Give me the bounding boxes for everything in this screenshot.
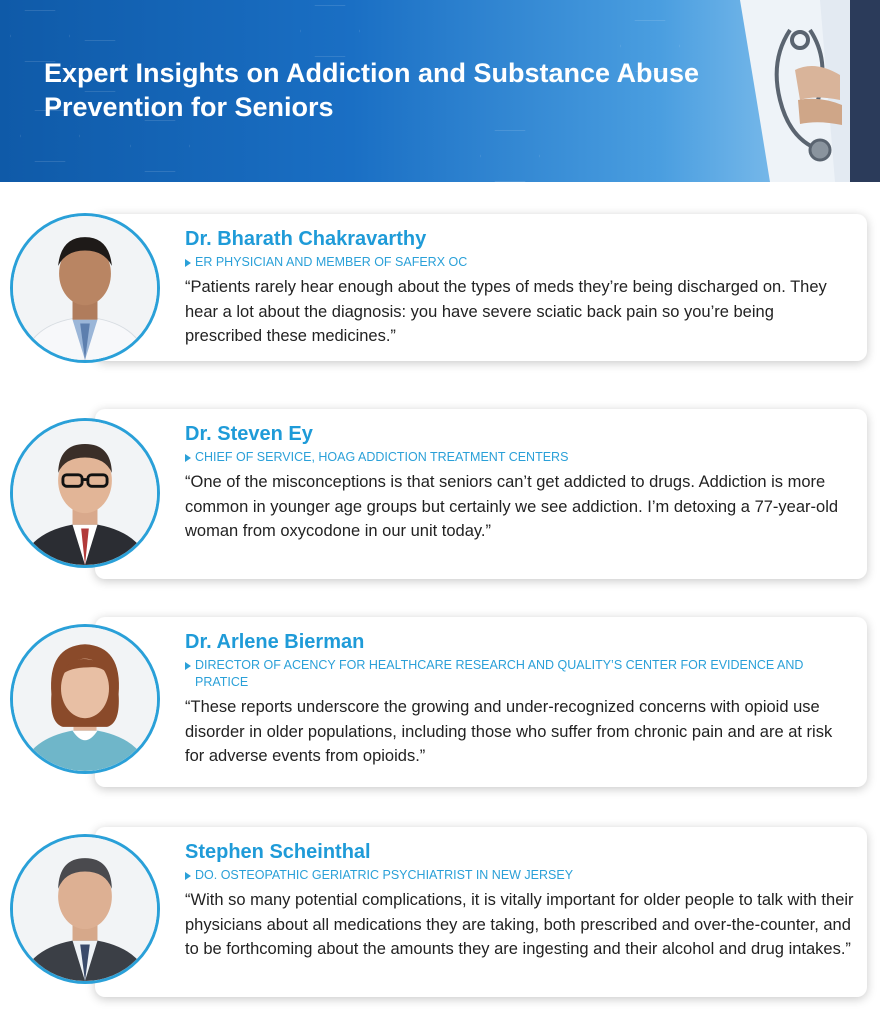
- avatar: [10, 418, 160, 568]
- expert-card-body: [185, 421, 855, 544]
- expert-role-text: DIRECTOR OF ACENCY FOR HEALTHCARE RESEARCH AND QUALITY’S CENTER FOR EVIDENCE AND PRATICE: [195, 658, 804, 689]
- expert-role: [185, 867, 855, 884]
- expert-card-body: [185, 226, 855, 349]
- avatar: [10, 624, 160, 774]
- hex-pattern: [130, 120, 190, 172]
- expert-quote: “One of the misconceptions is that seniors can’t get addicted to drugs. Addiction is more common in younger age groups but certainly we see addiction. I’m detoxing a 77-year-old woman from oxycodone in our unit today.”: [185, 473, 839, 540]
- hex-pattern: [300, 5, 360, 57]
- expert-card: [95, 214, 867, 361]
- expert-role-text: ER PHYSICIAN AND MEMBER OF SAFERX OC: [195, 255, 468, 269]
- triangle-bullet-icon: [185, 662, 191, 670]
- expert-card: [95, 409, 867, 579]
- doctor-portrait-icon: [13, 216, 157, 360]
- avatar: [10, 213, 160, 363]
- expert-quote: “These reports underscore the growing and under-recognized concerns with opioid use disorder in older populations, including those who suffer from chronic pain and are at risk for adverse events from opioids.”: [185, 698, 833, 765]
- expert-role: [185, 449, 855, 466]
- expert-role: [185, 254, 855, 271]
- expert-name: Dr. Arlene Bierman: [185, 631, 365, 653]
- expert-card: [95, 617, 867, 787]
- expert-role-text: CHIEF OF SERVICE, HOAG ADDICTION TREATMENT CENTERS: [195, 450, 569, 464]
- expert-name: Dr. Steven Ey: [185, 423, 313, 445]
- expert-name: Stephen Scheinthal: [185, 841, 371, 863]
- expert-name: Dr. Bharath Chakravarthy: [185, 228, 427, 250]
- doctor-portrait-icon: [13, 627, 157, 771]
- avatar: [10, 834, 160, 984]
- hex-pattern: [480, 130, 540, 182]
- doctor-portrait-icon: [13, 837, 157, 981]
- hex-pattern: [10, 10, 70, 62]
- expert-card-body: [185, 629, 855, 769]
- expert-role: [185, 657, 855, 691]
- header-banner: [0, 0, 880, 182]
- expert-role-text: DO. OSTEOPATHIC GERIATRIC PSYCHIATRIST IN NEW JERSEY: [195, 868, 574, 882]
- expert-quote: “Patients rarely hear enough about the types of meds they’re being discharged on. They hear a lot about the diagnosis: you have severe sciatic back pain so you’re being prescribed these medicines.”: [185, 278, 827, 345]
- triangle-bullet-icon: [185, 454, 191, 462]
- expert-quote: “With so many potential complications, it is vitally important for older people to talk with their physicians about all medications they are taking, both prescribed and over-the-counter, and to be forthcoming about the amounts they are ingesting and their alcohol and drug intakes.”: [185, 891, 854, 958]
- triangle-bullet-icon: [185, 259, 191, 267]
- stethoscope-icon: [700, 0, 880, 182]
- expert-card-body: [185, 839, 855, 962]
- triangle-bullet-icon: [185, 872, 191, 880]
- expert-card: [95, 827, 867, 997]
- page-title: Expert Insights on Addiction and Substance Abuse Prevention for Seniors: [44, 58, 700, 122]
- doctor-portrait-icon: [13, 421, 157, 565]
